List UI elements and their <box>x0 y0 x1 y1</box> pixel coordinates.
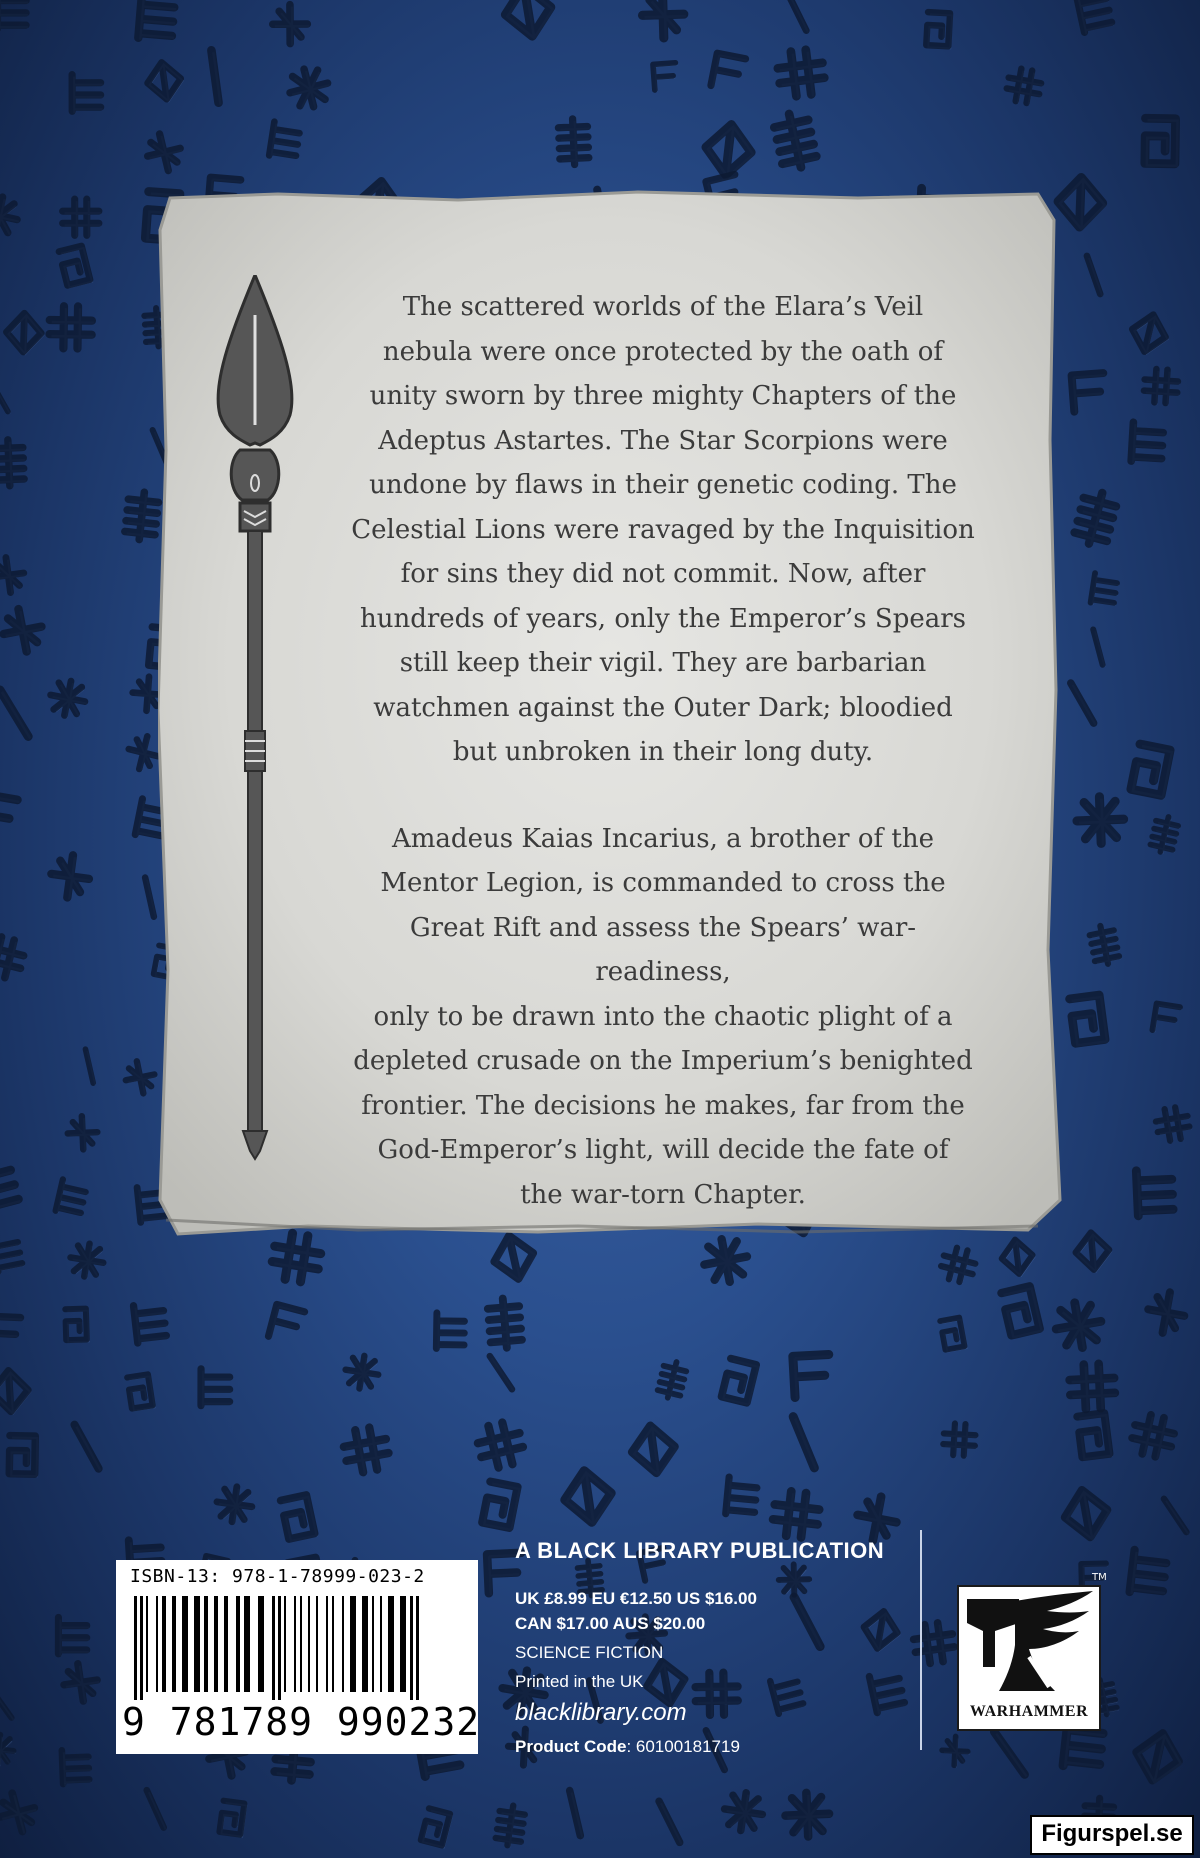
barcode-bar <box>332 1596 334 1692</box>
rune-glyph <box>1129 1412 1177 1460</box>
rune-glyph <box>281 1495 315 1539</box>
rune-glyph <box>1143 368 1178 403</box>
product-code-label: Product Code <box>515 1737 627 1756</box>
product-code <box>515 1731 915 1763</box>
barcode-bar <box>224 1596 228 1692</box>
barcode-bar <box>308 1596 310 1692</box>
blurb-line: still keep their vigil. They are barbarian <box>399 648 927 678</box>
barcode-bar <box>272 1596 275 1704</box>
rune-glyph <box>722 1790 765 1833</box>
rune-glyph <box>1002 1286 1040 1335</box>
rune-glyph <box>139 878 160 917</box>
rune-glyph <box>138 0 175 41</box>
barcode-digits: 9 781789 990232 <box>122 1700 481 1744</box>
printed-in-label: Printed in the UK <box>515 1672 644 1691</box>
blurb-line: the war-torn Chapter. <box>520 1179 806 1210</box>
rune-glyph <box>201 1369 230 1406</box>
barcode-bar <box>146 1596 148 1692</box>
rune-glyph <box>1128 311 1170 356</box>
blurb-line: undone by flaws in their genetic coding. The <box>369 470 957 500</box>
rune-glyph <box>1061 1486 1112 1540</box>
rune-glyph <box>143 130 184 174</box>
info-divider <box>920 1530 922 1750</box>
rune-glyph-highlight <box>51 308 94 351</box>
barcode-bar <box>400 1596 406 1692</box>
rune-glyph <box>127 1374 152 1408</box>
rune-glyph <box>772 110 818 171</box>
blurb-line: Amadeus Kaias Incarius, a brother of the <box>392 823 934 854</box>
rune-glyph <box>268 1305 304 1344</box>
rune-glyph <box>269 122 300 160</box>
rune-glyph <box>47 678 88 719</box>
rune-glyph <box>558 118 589 165</box>
rune-glyph <box>656 1359 687 1400</box>
rune-glyph <box>495 1804 526 1847</box>
barcode-bar <box>156 1596 158 1692</box>
rune-glyph <box>785 1792 831 1838</box>
rune-glyph <box>0 794 17 839</box>
barcode-bar <box>140 1596 143 1704</box>
rune-glyph <box>490 1353 512 1392</box>
rune-glyph <box>49 306 92 349</box>
rune-glyph <box>561 1467 615 1525</box>
barcode-bar <box>162 1596 166 1692</box>
rune-glyph-highlight <box>1071 1365 1118 1412</box>
rune-glyph <box>0 605 46 655</box>
rune-glyph <box>421 1808 450 1845</box>
warhammer-wordmark: WARHAMMER <box>969 1703 1089 1720</box>
rune-glyph <box>219 1801 244 1835</box>
rune-glyph <box>1074 1231 1110 1271</box>
barcode-bar <box>300 1596 302 1692</box>
rune-glyph <box>0 0 26 29</box>
rune-glyph <box>56 1179 88 1216</box>
rune-glyph <box>475 1419 527 1471</box>
rune-glyph <box>1145 1289 1188 1336</box>
barcode-bar <box>236 1596 240 1692</box>
rune-glyph <box>134 1302 167 1343</box>
rune-glyph <box>0 380 8 414</box>
rune-glyph <box>1085 256 1102 294</box>
barcode-bar <box>204 1596 208 1692</box>
price-line-2: CAN $17.00 AUS $20.00 <box>515 1614 706 1633</box>
rune-glyph <box>0 439 24 486</box>
rune-glyph <box>1154 1105 1191 1142</box>
rune-glyph <box>703 122 754 177</box>
rune-glyph <box>726 1477 758 1516</box>
rune-glyph <box>270 1231 323 1284</box>
blurb-paragraph-2 <box>343 817 983 1218</box>
rune-glyph <box>1145 118 1176 164</box>
rune-glyph <box>1071 681 1094 726</box>
rune-glyph <box>563 1791 586 1836</box>
rune-glyph <box>0 934 27 981</box>
genre-label: SCIENCE FICTION <box>515 1643 664 1662</box>
rune-glyph <box>629 1423 678 1476</box>
blurb-line: for sins they did not commit. Now, after <box>400 559 926 589</box>
rune-glyph <box>68 1241 106 1279</box>
rune-glyph <box>123 1058 158 1096</box>
rune-glyph <box>145 60 183 102</box>
rune-glyph <box>0 1235 23 1272</box>
rune-glyph <box>793 1354 831 1397</box>
rune-glyph <box>65 1309 87 1341</box>
barcode-bar <box>284 1596 286 1692</box>
parchment-panel <box>158 190 1062 1238</box>
rune-glyph <box>436 1313 464 1349</box>
barcode-bar <box>326 1596 328 1692</box>
rune-glyph <box>642 0 685 39</box>
rune-glyph <box>59 246 90 285</box>
rune-glyph <box>941 1736 968 1766</box>
blurb-line: God-Emperor’s light, will decide the fate of <box>377 1135 949 1165</box>
rune-glyph <box>343 1353 381 1391</box>
rune-glyph <box>1149 814 1179 854</box>
rune-glyph <box>1077 1413 1109 1457</box>
rune-glyph <box>1069 1363 1116 1410</box>
rune-glyph <box>1076 796 1124 844</box>
barcode-bar <box>194 1596 200 1692</box>
barcode-bar <box>362 1596 368 1692</box>
barcode-bar <box>350 1596 356 1692</box>
blurb-line: but unbroken in their long duty. <box>452 737 874 767</box>
rune-glyph <box>273 5 308 44</box>
rune-glyph <box>63 199 99 235</box>
rune-glyph <box>1131 1729 1184 1785</box>
rune-glyph <box>0 1733 15 1765</box>
barcode-bar <box>278 1596 281 1704</box>
rune-glyph <box>1052 1299 1104 1351</box>
rune-glyph <box>124 491 159 542</box>
isbn-barcode <box>116 1560 481 1754</box>
rune-glyph <box>1152 1003 1180 1033</box>
blurb-line: depleted crusade on the Imperium’s benighted <box>353 1046 973 1076</box>
rune-glyph <box>58 1617 86 1653</box>
blurb-line: only to be drawn into the chaotic plight of a <box>373 1001 953 1032</box>
price-line-1: UK £8.99 EU €12.50 US $16.00 <box>515 1589 757 1608</box>
rune-glyph <box>147 1790 164 1829</box>
rune-glyph <box>62 1749 90 1784</box>
rune-glyph <box>659 1800 680 1844</box>
barcode-bar <box>294 1596 296 1692</box>
rune-glyph <box>487 1297 522 1349</box>
blurb-line: unity sworn by three mighty Chapters of the <box>369 381 957 411</box>
barcode-bar <box>172 1596 176 1692</box>
barcode-bar <box>388 1596 394 1692</box>
rune-glyph <box>80 1049 98 1083</box>
blurb-line: frontier. The decisions he makes, far from the <box>361 1090 965 1121</box>
rune-glyph <box>72 75 101 112</box>
barcode-bar <box>380 1596 382 1692</box>
blurb-text <box>343 285 983 1259</box>
rune-glyph <box>943 1423 976 1456</box>
blurb-line: watchmen against the Outer Dark; bloodied <box>373 692 953 723</box>
rune-glyph <box>1131 744 1170 795</box>
rune-glyph <box>721 1359 756 1403</box>
rune-glyph <box>1000 1238 1035 1276</box>
rune-glyph <box>199 50 230 102</box>
rune-glyph <box>0 1370 29 1413</box>
warhammer-logo <box>957 1585 1101 1731</box>
blurb-line: Mentor Legion, is commanded to cross the <box>380 868 946 898</box>
rune-glyph <box>49 853 92 900</box>
blurb-line: Celestial Lions were ravaged by the Inquisition <box>351 514 975 545</box>
blurb-line: hundreds of years, only the Emperor’s Spears <box>359 603 967 634</box>
website-link[interactable]: blacklibrary.com <box>515 1699 687 1726</box>
rune-glyph <box>771 1490 820 1539</box>
rune-glyph <box>1072 373 1106 412</box>
rune-glyph <box>0 556 26 595</box>
rune-glyph <box>341 1425 391 1475</box>
rune-glyph <box>1005 67 1043 105</box>
product-code-value: : 60100181719 <box>626 1737 740 1756</box>
rune-glyph-highlight <box>65 201 101 237</box>
rune-glyph <box>793 1416 814 1468</box>
rune-glyph <box>0 1160 20 1213</box>
blurb-line: The scattered worlds of the Elara’s Veil <box>402 292 924 322</box>
rune-glyph <box>1136 1169 1173 1216</box>
rune-glyph <box>776 48 826 98</box>
watermark-label: Figurspel.se <box>1030 1815 1194 1855</box>
rune-glyph <box>75 1422 99 1470</box>
barcode-bar <box>214 1596 218 1692</box>
rune-glyph <box>215 1484 255 1524</box>
rune-glyph <box>1089 629 1107 664</box>
hammer-wing-icon <box>959 1587 1099 1702</box>
rune-glyph <box>1131 422 1164 463</box>
rune-glyph <box>501 0 555 40</box>
barcode-bar <box>244 1596 250 1692</box>
barcode-bar <box>182 1596 188 1692</box>
rune-glyph <box>788 0 807 32</box>
rune-glyph <box>653 63 677 90</box>
rune-glyph <box>1073 489 1119 548</box>
blurb-paragraph-1 <box>343 285 983 775</box>
barcode-bar <box>416 1596 419 1704</box>
trademark-mark: TM <box>1092 1572 1107 1583</box>
blurb-line: nebula were once protected by the oath of <box>382 336 944 367</box>
rune-glyph <box>1070 995 1105 1043</box>
rune-glyph <box>67 1116 98 1150</box>
barcode-bar <box>342 1596 344 1692</box>
rune-glyph <box>1164 1496 1186 1536</box>
barcode-bar <box>372 1596 374 1692</box>
rune-glyph <box>912 1621 956 1665</box>
blurb-line: Adeptus Astartes. The Star Scorpions were <box>378 425 948 456</box>
rune-glyph <box>926 12 950 46</box>
rune-glyph <box>1091 573 1118 606</box>
rune-glyph <box>0 1789 39 1836</box>
rune-glyph <box>0 1684 12 1721</box>
rune-glyph <box>0 687 28 740</box>
rune-glyph <box>61 1661 100 1703</box>
rune-glyph <box>6 313 42 353</box>
barcode-bars <box>130 1596 466 1704</box>
barcode-bar <box>258 1596 264 1692</box>
rune-glyph <box>0 193 21 238</box>
rune-glyph <box>285 64 332 111</box>
rune-glyph <box>853 1493 900 1544</box>
rune-glyph <box>1077 0 1113 32</box>
barcode-bar <box>316 1596 318 1692</box>
rune-glyph <box>711 53 746 91</box>
rune-glyph <box>1088 923 1120 966</box>
barcode-bar <box>410 1596 413 1704</box>
rune-glyph <box>9 1436 35 1475</box>
rune-glyph <box>482 1482 517 1528</box>
rune-glyph <box>994 1727 1024 1779</box>
blurb-line: Great Rift and assess the Spears’ war-readiness, <box>409 912 917 987</box>
spear-illustration <box>210 275 300 1175</box>
rune-glyph <box>1130 1550 1168 1596</box>
barcode-bar <box>134 1596 137 1704</box>
publication-label: A BLACK LIBRARY PUBLICATION <box>515 1538 885 1563</box>
rune-glyph <box>1057 177 1104 228</box>
rune-glyph <box>940 1318 964 1350</box>
isbn-number: ISBN-13: 978-1-78999-023-2 <box>130 1566 425 1587</box>
publisher-info <box>515 1538 915 1763</box>
rune-glyph <box>0 1316 21 1351</box>
